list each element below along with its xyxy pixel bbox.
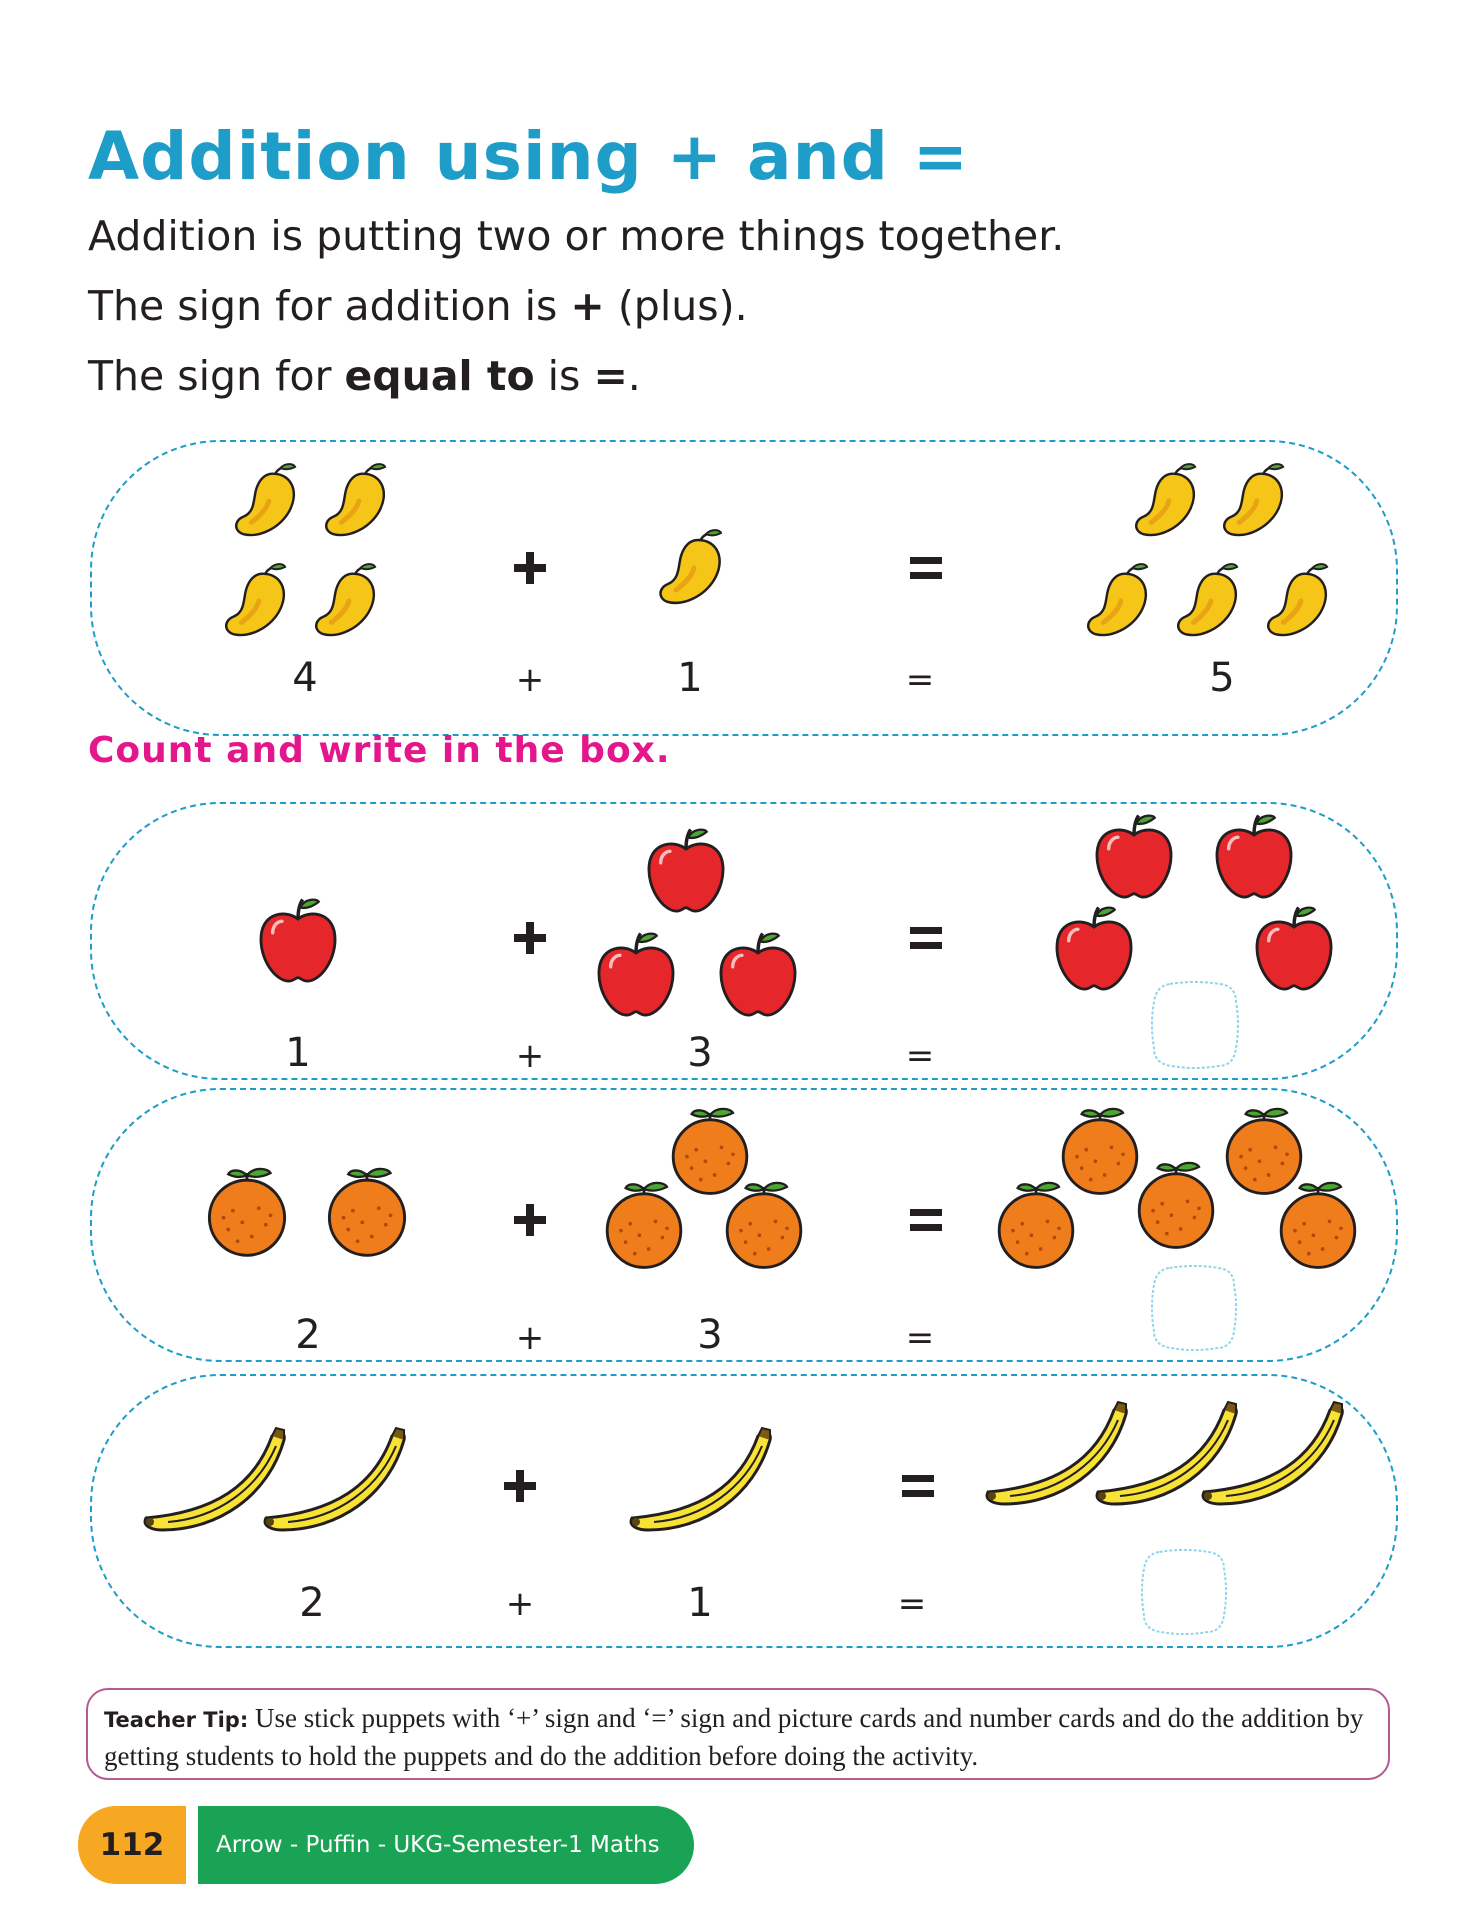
banana-icon	[624, 1426, 784, 1536]
mango-icon	[224, 462, 302, 540]
mango-icon	[304, 562, 382, 640]
equals-symbol-icon	[906, 548, 946, 588]
orange-icon	[200, 1166, 294, 1260]
exercise-3-right-count: 1	[687, 1580, 713, 1626]
teacher-tip-label: Teacher Tip:	[104, 1708, 249, 1732]
teacher-tip-text: Use stick puppets with ‘+’ sign and ‘=’ sign and picture cards and number cards and do the addition by getting students to hold the puppets and do the addition before doing the activity.	[104, 1703, 1364, 1771]
example-plus: +	[515, 660, 545, 700]
exercise-1-left-count: 1	[285, 1030, 311, 1076]
orange-icon	[1130, 1160, 1222, 1252]
equals-symbol-icon	[906, 1200, 946, 1240]
exercise-1-right-count: 3	[687, 1030, 713, 1076]
orange-icon	[1272, 1180, 1364, 1272]
example-right-count: 1	[677, 655, 703, 701]
exercise-2-left-count: 2	[295, 1312, 321, 1358]
apple-icon	[640, 826, 732, 918]
mango-icon	[214, 562, 292, 640]
example-left-count: 4	[292, 655, 318, 701]
apple-icon	[1208, 812, 1300, 904]
answer-box[interactable]	[1150, 980, 1240, 1070]
mango-icon	[1124, 462, 1202, 540]
intro-line-3	[88, 352, 641, 400]
orange-icon	[718, 1180, 810, 1272]
apple-icon	[1248, 904, 1340, 996]
plus-symbol-icon	[510, 918, 550, 958]
mango-icon	[1166, 562, 1244, 640]
orange-icon	[320, 1166, 414, 1260]
answer-box[interactable]	[1150, 1264, 1238, 1352]
exercise-2-plus: +	[515, 1318, 545, 1358]
mango-icon	[1212, 462, 1290, 540]
apple-icon	[590, 930, 682, 1022]
apple-icon	[1088, 812, 1180, 904]
plus-symbol-icon	[500, 1466, 540, 1506]
answer-box[interactable]	[1140, 1548, 1228, 1636]
example-result: 5	[1209, 655, 1235, 701]
apple-icon	[1048, 904, 1140, 996]
apple-icon	[252, 896, 344, 988]
book-title-bar	[198, 1806, 694, 1884]
intro-line-3-mid: is	[534, 352, 594, 400]
equals-symbol-icon	[898, 1466, 938, 1506]
exercise-1-plus: +	[515, 1036, 545, 1076]
exercise-1-equals: =	[905, 1036, 935, 1076]
intro-line-2-end: (plus).	[604, 282, 748, 330]
orange-icon	[990, 1180, 1082, 1272]
exercise-2-right-count: 3	[697, 1312, 723, 1358]
plus-symbol-icon	[510, 1200, 550, 1240]
page-number: 112	[78, 1806, 186, 1884]
page-title: Addition using + and =	[88, 118, 970, 195]
mango-icon	[648, 528, 728, 608]
intro-line-2-text: The sign for addition is	[88, 282, 571, 330]
exercise-3-equals: =	[897, 1584, 927, 1624]
orange-icon	[598, 1180, 690, 1272]
teacher-tip	[86, 1688, 1390, 1780]
banana-icon	[258, 1426, 418, 1536]
apple-icon	[712, 930, 804, 1022]
book-title: Arrow - Puffin - UKG-Semester-1 Maths	[216, 1832, 660, 1858]
mango-icon	[1256, 562, 1334, 640]
plus-symbol-icon	[510, 548, 550, 588]
equals-symbol-icon	[906, 918, 946, 958]
intro-line-2	[88, 282, 748, 330]
exercise-3-left-count: 2	[299, 1580, 325, 1626]
equals-sign-text: =	[593, 352, 628, 400]
equal-to-text: equal to	[344, 352, 535, 400]
exercise-2-equals: =	[905, 1318, 935, 1358]
example-equals: =	[905, 660, 935, 700]
intro-line-1: Addition is putting two or more things together.	[88, 212, 1065, 260]
intro-line-3-text: The sign for	[88, 352, 345, 400]
plus-sign-text: +	[570, 282, 605, 330]
mango-icon	[1076, 562, 1154, 640]
instruction-heading: Count and write in the box.	[88, 730, 671, 771]
exercise-3-plus: +	[505, 1584, 535, 1624]
banana-icon	[1196, 1400, 1356, 1510]
intro-line-3-end: .	[627, 352, 641, 400]
mango-icon	[314, 462, 392, 540]
